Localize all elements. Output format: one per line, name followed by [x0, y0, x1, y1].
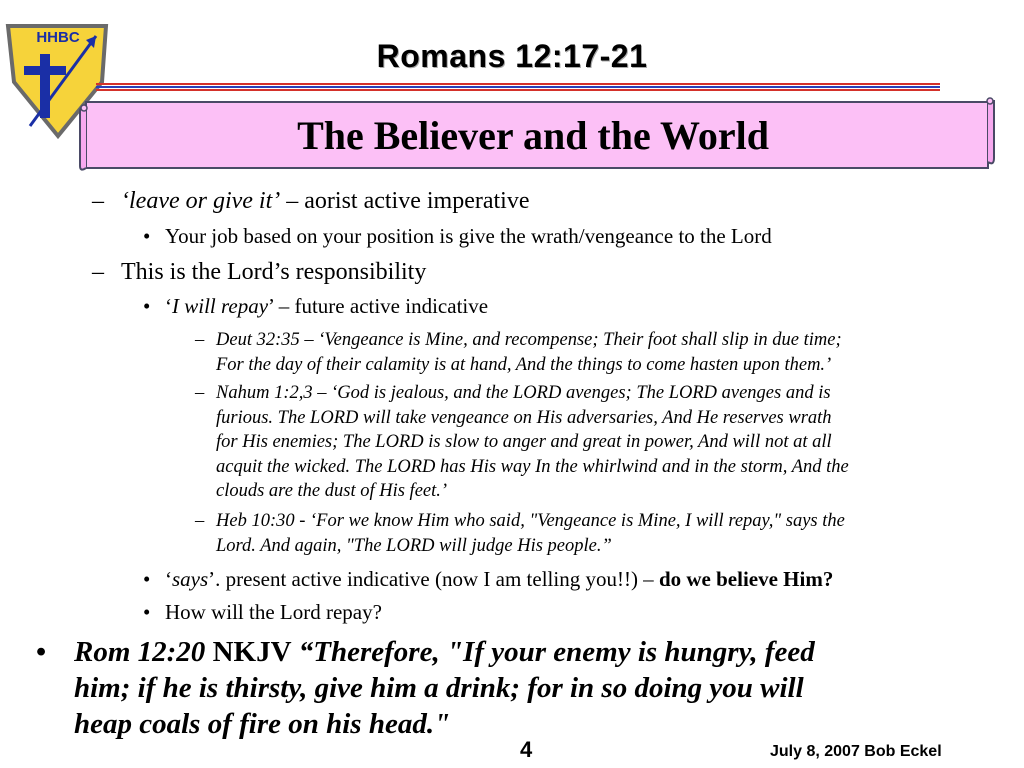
dash-marker: – — [195, 383, 205, 403]
item-text: ’. present active indicative (now I am telling you!!) – — [208, 567, 659, 591]
quote-line: for His enemies; The LORD is slow to anger and great in power, And will not at all — [216, 432, 832, 452]
bullet-marker: • — [143, 600, 151, 624]
bullet-marker: • — [143, 567, 151, 591]
quote-line: Heb 10:30 - ‘For we know Him who said, "Vengeance is Mine, I will repay," says the — [216, 511, 845, 531]
italic-term: says — [172, 567, 209, 591]
quote-line: Nahum 1:2,3 – ‘God is jealous, and the LORD avenges; The LORD avenges and is — [216, 383, 831, 403]
quote-line: Lord. And again, "The LORD will judge His people.” — [216, 535, 612, 556]
quote-text: “Therefore, "If your enemy is hungry, feed — [291, 636, 815, 668]
item-text: – aorist active imperative — [280, 188, 530, 214]
item-text: ’ – future active indicative — [268, 294, 489, 318]
logo-text: HHBC — [36, 29, 80, 46]
open-quote: ‘ — [165, 294, 172, 318]
quote-line: heap coals of fire on his head." — [74, 708, 451, 740]
list-item: Your job based on your position is give the wrath/vengeance to the Lord — [165, 224, 772, 248]
quote-line: him; if he is thirsty, give him a drink; for in so doing you will — [74, 672, 804, 704]
list-item: This is the Lord’s responsibility — [121, 259, 427, 285]
italic-term: I will repay — [172, 294, 269, 318]
bullet-marker: • — [36, 636, 47, 668]
quote-line: Deut 32:35 – ‘Vengeance is Mine, and recompense; Their foot shall slip in due time; — [216, 330, 842, 350]
list-item — [165, 293, 488, 319]
scripture-quote — [74, 634, 815, 742]
dash-marker: – — [195, 511, 205, 531]
emphasis-text: do we believe Him? — [658, 567, 834, 591]
dash-marker: – — [92, 188, 104, 214]
quote-line: clouds are the dust of His feet.’ — [216, 481, 448, 501]
scripture-quote — [216, 328, 842, 377]
bullet-marker: • — [143, 224, 151, 248]
quote-line: furious. The LORD will take vengeance on His adversaries, And He reserves wrath — [216, 407, 832, 428]
quote-line: For the day of their calamity is at hand, And the things to come hasten upon them.’ — [216, 354, 832, 375]
header-rule — [96, 83, 940, 93]
version-label: NKJV — [212, 636, 292, 668]
footer-date-author: July 8, 2007 Bob Eckel — [770, 743, 942, 760]
open-quote: ‘ — [165, 567, 172, 591]
scripture-quote — [216, 509, 845, 558]
bullet-marker: • — [143, 294, 151, 318]
list-item — [121, 187, 530, 215]
list-item — [165, 566, 833, 592]
dash-marker: – — [92, 259, 104, 285]
italic-term: ‘leave or give it’ — [121, 188, 281, 214]
quote-line — [74, 634, 815, 670]
banner-title: The Believer and the World — [297, 113, 769, 158]
list-item: How will the Lord repay? — [165, 600, 382, 624]
dash-marker: – — [195, 330, 205, 350]
verse-reference: Rom 12:20 — [74, 636, 213, 668]
page-title: Romans 12:17-21 — [376, 38, 648, 74]
page-number: 4 — [520, 737, 533, 762]
quote-line: acquit the wicked. The LORD has His way In the whirlwind and in the storm, And the — [216, 456, 849, 477]
scripture-quote — [216, 381, 849, 504]
